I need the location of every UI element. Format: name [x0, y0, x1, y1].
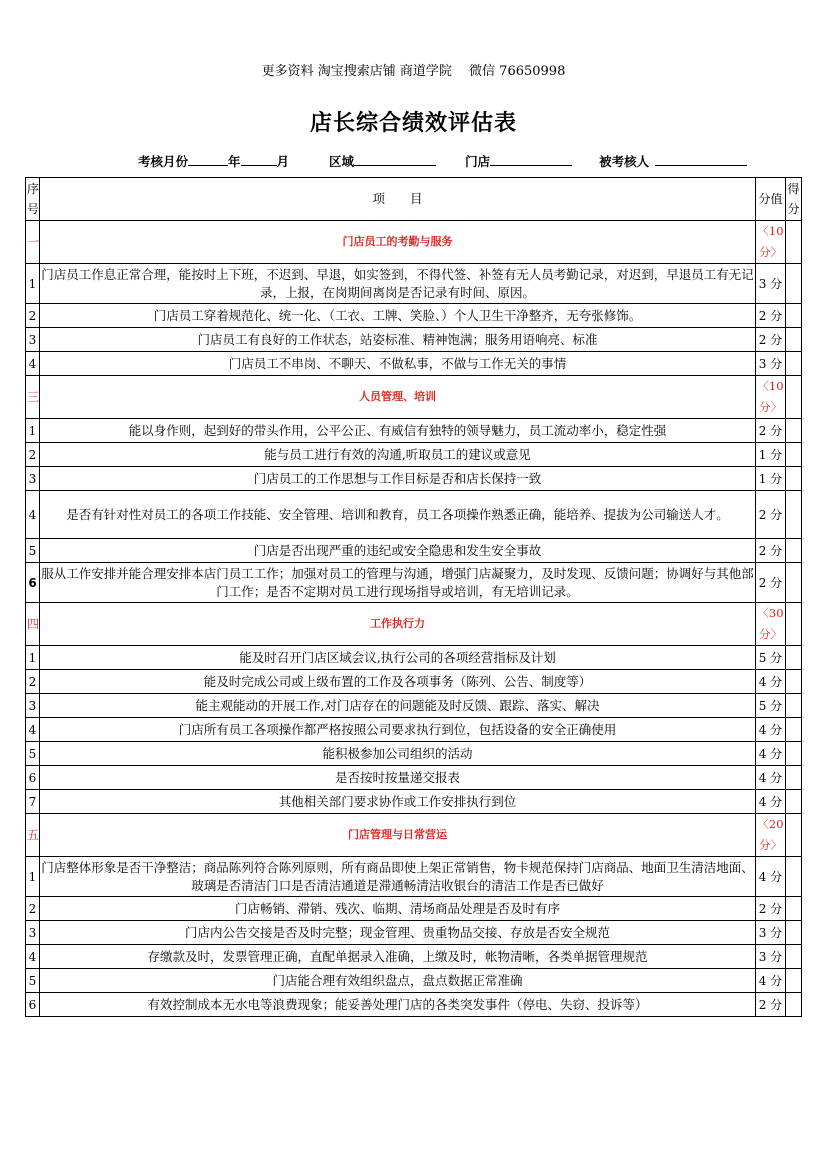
row-score: 3 分	[756, 264, 786, 304]
section-row	[26, 376, 802, 419]
table-row	[26, 993, 802, 1017]
region-label: 区域	[329, 154, 355, 169]
table-row	[26, 945, 802, 969]
row-got-input[interactable]	[786, 969, 802, 993]
person-label: 被考核人	[599, 154, 650, 169]
row-got-input[interactable]	[786, 443, 802, 467]
table-row	[26, 304, 802, 328]
header-no: 序号	[26, 178, 40, 221]
row-score: 2 分	[756, 563, 786, 603]
row-score: 5 分	[756, 646, 786, 670]
row-got-input[interactable]	[786, 467, 802, 491]
row-no: 6	[26, 563, 40, 603]
row-no: 6	[26, 993, 40, 1017]
table-row	[26, 742, 802, 766]
row-no: 6	[26, 766, 40, 790]
row-item: 是否按时按量递交报表	[40, 766, 756, 790]
row-got-input[interactable]	[786, 670, 802, 694]
row-no: 5	[26, 969, 40, 993]
section-got-cell	[786, 376, 802, 419]
row-score: 3 分	[756, 945, 786, 969]
row-score: 4 分	[756, 670, 786, 694]
mon-blank[interactable]	[241, 153, 277, 166]
row-got-input[interactable]	[786, 304, 802, 328]
row-item: 能及时完成公司或上级布置的工作及各项事务（陈列、公告、制度等）	[40, 670, 756, 694]
section-title: 门店管理与日常营运	[40, 814, 756, 857]
row-got-input[interactable]	[786, 766, 802, 790]
section-no: 五	[26, 814, 40, 857]
table-row	[26, 563, 802, 603]
header-item: 项 目	[40, 178, 756, 221]
row-got-input[interactable]	[786, 945, 802, 969]
row-item: 能主观能动的开展工作,对门店存在的问题能及时反馈、跟踪、落实、解决	[40, 694, 756, 718]
row-no: 2	[26, 443, 40, 467]
table-row	[26, 352, 802, 376]
row-score: 4 分	[756, 718, 786, 742]
region-blank[interactable]	[354, 153, 436, 166]
row-score: 2 分	[756, 419, 786, 443]
row-item: 能积极参加公司组织的活动	[40, 742, 756, 766]
row-no: 3	[26, 921, 40, 945]
month-blank[interactable]	[188, 153, 228, 166]
row-got-input[interactable]	[786, 718, 802, 742]
row-got-input[interactable]	[786, 646, 802, 670]
row-got-input[interactable]	[786, 897, 802, 921]
row-item: 服从工作安排并能合理安排本店门员工工作；加强对员工的管理与沟通，增强门店凝聚力，及时发现、反馈问题；协调好与其他部门工作；是否不定期对员工进行现场指导或培训，有无培训记录。	[40, 563, 756, 603]
row-no: 4	[26, 945, 40, 969]
row-score: 2 分	[756, 491, 786, 539]
row-item: 门店员工穿着规范化、统一化、（工衣、工牌、笑脸、）个人卫生干净整齐，无夸张修饰。	[40, 304, 756, 328]
row-no: 4	[26, 352, 40, 376]
section-row	[26, 814, 802, 857]
section-score: 〈30分〉	[756, 603, 786, 646]
row-score: 2 分	[756, 897, 786, 921]
row-got-input[interactable]	[786, 491, 802, 539]
row-no: 1	[26, 264, 40, 304]
row-got-input[interactable]	[786, 264, 802, 304]
store-label: 门店	[465, 154, 491, 169]
row-no: 1	[26, 646, 40, 670]
row-score: 3 分	[756, 921, 786, 945]
row-score: 1 分	[756, 467, 786, 491]
section-row	[26, 221, 802, 264]
month-label: 考核月份	[138, 154, 189, 169]
row-got-input[interactable]	[786, 790, 802, 814]
row-score: 2 分	[756, 328, 786, 352]
row-item: 门店员工有良好的工作状态，站姿标准、精神饱满；服务用语响亮、标准	[40, 328, 756, 352]
row-score: 4 分	[756, 790, 786, 814]
table-row	[26, 328, 802, 352]
row-no: 3	[26, 328, 40, 352]
table-row	[26, 694, 802, 718]
row-item: 能与员工进行有效的沟通,听取员工的建议或意见	[40, 443, 756, 467]
row-got-input[interactable]	[786, 539, 802, 563]
table-row	[26, 646, 802, 670]
row-item: 能以身作则，起到好的带头作用，公平公正、有威信有独特的领导魅力，员工流动率小，稳定性强	[40, 419, 756, 443]
table-row	[26, 539, 802, 563]
row-no: 7	[26, 790, 40, 814]
meta-line	[138, 152, 747, 170]
section-title: 门店员工的考勤与服务	[40, 221, 756, 264]
table-row	[26, 419, 802, 443]
row-got-input[interactable]	[786, 352, 802, 376]
row-score: 5 分	[756, 694, 786, 718]
mon-label: 月	[276, 154, 290, 169]
row-score: 1 分	[756, 443, 786, 467]
header-got: 得分	[786, 178, 802, 221]
row-got-input[interactable]	[786, 694, 802, 718]
section-title: 工作执行力	[40, 603, 756, 646]
row-got-input[interactable]	[786, 857, 802, 897]
section-got-cell	[786, 221, 802, 264]
store-blank[interactable]	[490, 153, 572, 166]
row-item: 门店员工作息正常合理，能按时上下班，不迟到、早退，如实签到，不得代签、补签有无人员考勤记录，对迟到，早退员工有无记录，上报，在岗期间离岗是否记录有时间、原因。	[40, 264, 756, 304]
row-no: 4	[26, 718, 40, 742]
table-row	[26, 718, 802, 742]
person-blank[interactable]	[655, 153, 747, 166]
row-item: 有效控制成本无水电等浪费现象；能妥善处理门店的各类突发事件（停电、失窃、投诉等）	[40, 993, 756, 1017]
row-score: 4 分	[756, 742, 786, 766]
row-item: 门店整体形象是否干净整洁；商品陈列符合陈列原则，所有商品即使上架正常销售，物卡规范保持门店商品、地面卫生清洁地面、玻璃是否清洁门口是否清洁通道是滞通畅清洁收银台的清洁工作是否已做好	[40, 857, 756, 897]
row-no: 5	[26, 742, 40, 766]
row-score: 3 分	[756, 352, 786, 376]
section-score: 〈10分〉	[756, 376, 786, 419]
header-score: 分值	[756, 178, 786, 221]
row-no: 2	[26, 670, 40, 694]
table-row	[26, 670, 802, 694]
table-row	[26, 897, 802, 921]
document-title: 店长综合绩效评估表	[309, 110, 517, 136]
section-got-cell	[786, 603, 802, 646]
row-score: 4 分	[756, 969, 786, 993]
section-score: 〈20分〉	[756, 814, 786, 857]
row-score: 4 分	[756, 766, 786, 790]
row-item: 门店所有员工各项操作都严格按照公司要求执行到位，包括设备的安全正确使用	[40, 718, 756, 742]
row-score: 2 分	[756, 539, 786, 563]
table-header-row	[26, 178, 802, 221]
row-score: 2 分	[756, 993, 786, 1017]
table-row	[26, 766, 802, 790]
row-got-input[interactable]	[786, 921, 802, 945]
row-got-input[interactable]	[786, 993, 802, 1017]
row-no: 5	[26, 539, 40, 563]
table-row	[26, 790, 802, 814]
table-row	[26, 491, 802, 539]
section-no: 一	[26, 221, 40, 264]
row-item: 存缴款及时，发票管理正确，直配单据录入准确，上缴及时，帐物清晰，各类单据管理规范	[40, 945, 756, 969]
section-score: 〈10分〉	[756, 221, 786, 264]
row-item: 门店员工不串岗、不聊天、不做私事，不做与工作无关的事情	[40, 352, 756, 376]
section-row	[26, 603, 802, 646]
row-no: 3	[26, 467, 40, 491]
evaluation-table	[25, 177, 802, 1017]
section-no: 三	[26, 376, 40, 419]
row-no: 1	[26, 857, 40, 897]
row-no: 1	[26, 419, 40, 443]
table-row	[26, 921, 802, 945]
row-no: 3	[26, 694, 40, 718]
row-item: 门店员工的工作思想与工作目标是否和店长保持一致	[40, 467, 756, 491]
table-row	[26, 264, 802, 304]
year-label: 年	[228, 154, 241, 169]
row-no: 2	[26, 897, 40, 921]
row-item: 门店内公告交接是否及时完整；现金管理、贵重物品交接、存放是否安全规范	[40, 921, 756, 945]
row-no: 4	[26, 491, 40, 539]
row-item: 门店是否出现严重的违纪或安全隐患和发生安全事故	[40, 539, 756, 563]
header-note: 更多资料 淘宝搜索店铺 商道学院 微信 76650998	[261, 64, 566, 79]
row-item: 门店畅销、滞销、残次、临期、清场商品处理是否及时有序	[40, 897, 756, 921]
section-title: 人员管理、培训	[40, 376, 756, 419]
row-got-input[interactable]	[786, 563, 802, 603]
section-no: 四	[26, 603, 40, 646]
table-row	[26, 857, 802, 897]
row-got-input[interactable]	[786, 419, 802, 443]
table-row	[26, 969, 802, 993]
row-got-input[interactable]	[786, 328, 802, 352]
row-item: 其他相关部门要求协作或工作安排执行到位	[40, 790, 756, 814]
row-item: 是否有针对性对员工的各项工作技能、安全管理、培训和教育，员工各项操作熟悉正确，能培养、提拔为公司输送人才。	[40, 491, 756, 539]
row-item: 门店能合理有效组织盘点，盘点数据正常准确	[40, 969, 756, 993]
row-score: 2 分	[756, 304, 786, 328]
table-row	[26, 467, 802, 491]
row-no: 2	[26, 304, 40, 328]
row-score: 4 分	[756, 857, 786, 897]
row-got-input[interactable]	[786, 742, 802, 766]
row-item: 能及时召开门店区域会议,执行公司的各项经营指标及计划	[40, 646, 756, 670]
section-got-cell	[786, 814, 802, 857]
table-row	[26, 443, 802, 467]
